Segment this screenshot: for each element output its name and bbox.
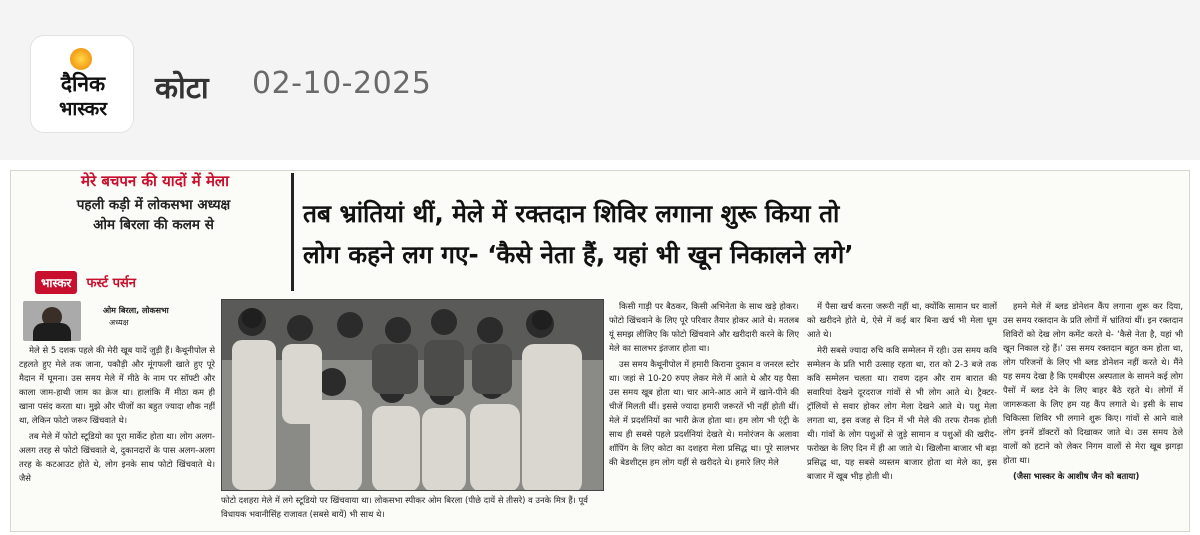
- divider: [291, 173, 294, 291]
- article-column-4: [1003, 299, 1183, 529]
- headline-line1: तब भ्रांतियां थीं, मेले में रक्तदान शिविर लगाना शुरू किया तो: [303, 199, 840, 228]
- paragraph: में पैसा खर्च करना जरूरी नहीं था, क्योंकि सामान घर वालों को खरीदने होते थे, ऐसे में कई बार बिना खर्च भी मेला घूम आते थे।: [807, 301, 997, 339]
- app-header: [0, 0, 1200, 160]
- first-person-badge: [35, 271, 285, 293]
- badge-brand: भास्कर: [35, 271, 77, 294]
- dainik-bhaskar-logo[interactable]: [30, 35, 134, 133]
- series-kicker: मेरे बचपन की यादों में मेला: [81, 172, 229, 190]
- headline: [303, 193, 1183, 275]
- sun-logo-icon: [70, 48, 92, 70]
- logo-text-line2: भास्कर: [58, 98, 108, 120]
- credit-line: (जैसा भास्कर के आशीष जैन को बताया): [1013, 471, 1140, 481]
- paragraph: उस समय कैथूनीपोल में हमारी किराना दुकान व जनरल स्टोर था। जहां से 10-20 रुपए लेकर मेले में आते थे और यह पैसा उस समय खूब होता था। चार आने-आठ आने में खाने-पीने की चीजें मिलती थीं। इससे ज्यादा हमारी जरूरतें भी नहीं होती थीं। मेले में प्रदर्शनियों का भारी क्रेज होता था। हम लोग भी एंट्री के साथ ही सबसे पहले प्रदर्शनियां देखते थे। मनोरंजन के अलावा शॉपिंग के लिए कोटा का दशहरा मेला प्रसिद्ध था। पूरे सालभर की बेडशीट्स हम लोग यहीं से खरीदते थे। हमारे लिए मेले: [609, 359, 799, 467]
- series-subtitle-line2: ओम बिरला की कलम से: [93, 217, 214, 233]
- author-photo: [23, 301, 81, 341]
- article-column-1: [19, 343, 215, 529]
- paragraph: मेरी सबसे ज्यादा रुचि कवि सम्मेलन में रही। उस समय कवि सम्मेलन के प्रति भारी उत्साह रहता था, रात को 2-3 बजे तक कवि सम्मेलन चलता था। रावण दहन और राम बारात की सवारियां देखने दूरदराज गांवों से भी लोग आते थे। ट्रैक्टर-ट्रॉलियों से सवार होकर लोग मेला देखने आते थे। पशु मेला लगता था, इस वजह से दिन में भी मेले की तरफ रौनक होती थी। गांवों के लोग पशुओं से जुड़े सामान व पशुओं की खरीद-फरोख्त के लिए दिन में ही आ जाते थे। खिलौना बाजार भी बड़ा प्रसिद्ध था, यह सबसे व्यस्तम बाजार होता था मेले का, इस बाजार में खूब भीड़ होती थी।: [807, 345, 997, 481]
- photo-caption: फोटो दशहरा मेले में लगे स्टूडियो पर खिंचवाया था। लोकसभा स्पीकर ओम बिरला (पीछे दायें से तीसरे) व उनके मित्र हैं। पूर्व विधायक भवानीसिंह राजावत (सबसे बायें) भी साथ थे।: [221, 495, 588, 519]
- series-subtitle: [21, 195, 286, 235]
- edition-city: कोटा: [155, 71, 209, 106]
- paragraph: किसी गाड़ी पर बैठकर, किसी अभिनेता के साथ खड़े होकर। फोटो खिंचवाने के लिए पूरे परिवार तैयार होकर आते थे। मतलब यूं समझ लीजिए कि फोटो खिंचवाने और खरीदारी करने के लिए मेले का सालभर इंतजार होता था।: [609, 301, 799, 353]
- paragraph: मेले से 5 दशक पहले की मेरी खूब यादें जुड़ी हैं। कैथूनीपोल से टहलते हुए मेले तक जाना, पकौड़ी और मूंगफली खाते हुए पूरे मैदान में घूमना। उस समय मेले में मीठे के नाम पर सॉफ्टी और काला जाम-हाथी जाम का क्रेज था। हालांकि मैं मीठा कम ही खाना पसंद करता था। मुझे और चीजों का बहुत ज्यादा शौक नहीं था, लेकिन फोटो जरूर खिंचवाते थे।: [19, 345, 215, 425]
- badge-label: फर्स्ट पर्सन: [86, 276, 136, 291]
- author-role: अध्यक्ष: [109, 318, 129, 327]
- article-column-3: [807, 299, 997, 529]
- paragraph: तब मेले में फोटो स्टूडियो का पूरा मार्केट होता था। लोग अलग-अलग तरह से फोटो खिंचवाते थे, दुकानदारों के पास अलग-अलग तरह के कटआउट होते थे, लोग इनके साथ फोटो खिंचवाते थे। जैसे: [19, 431, 215, 483]
- article-column-2: [609, 299, 799, 529]
- headline-line2: लोग कहने लग गए- ‘कैसे नेता हैं, यहां भी खून निकालने लगे’: [303, 240, 854, 269]
- author-name: ओम बिरला, लोकसभा: [103, 306, 169, 315]
- edition-date: 02-10-2025: [252, 66, 432, 101]
- logo-text-line1: दैनिक: [60, 72, 106, 96]
- archival-group-photo: [221, 299, 604, 491]
- series-subtitle-line1: पहली कड़ी में लोकसभा अध्यक्ष: [76, 197, 231, 213]
- paragraph: हमने मेले में ब्लड डोनेशन कैंप लगाना शुरू कर दिया, उस समय रक्तदान के प्रति लोगों में भ्रांतियां थीं। इन रक्तदान शिविरों को देख लोग कमेंट करते थे- ‘कैसे नेता है, यहां भी खून निकाल रहे हैं।’ उस समय रक्तदान बहुत कम होता था, लोग परिजनों के लिए भी ब्लड डोनेशन नहीं करते थे। मैंने यह समय देखा है कि एमबीएस अस्पताल के सामने कई लोग पैसों में ब्लड देने के लिए बाहर बैठे रहते थे। लोगों में जागरूकता के लिए हम यह कैंप लगाते थे। इसी के साथ चिकित्सा शिविर भी लगाने शुरू किए। गांवों से आने वाले लोग इनमें डॉक्टरों को दिखाकर जाते थे। उस समय ठेले वालों को हटाने को लेकर निगम वालों से मेरा खूब झगड़ा होता था।: [1003, 301, 1183, 465]
- newspaper-clipping: [10, 170, 1190, 532]
